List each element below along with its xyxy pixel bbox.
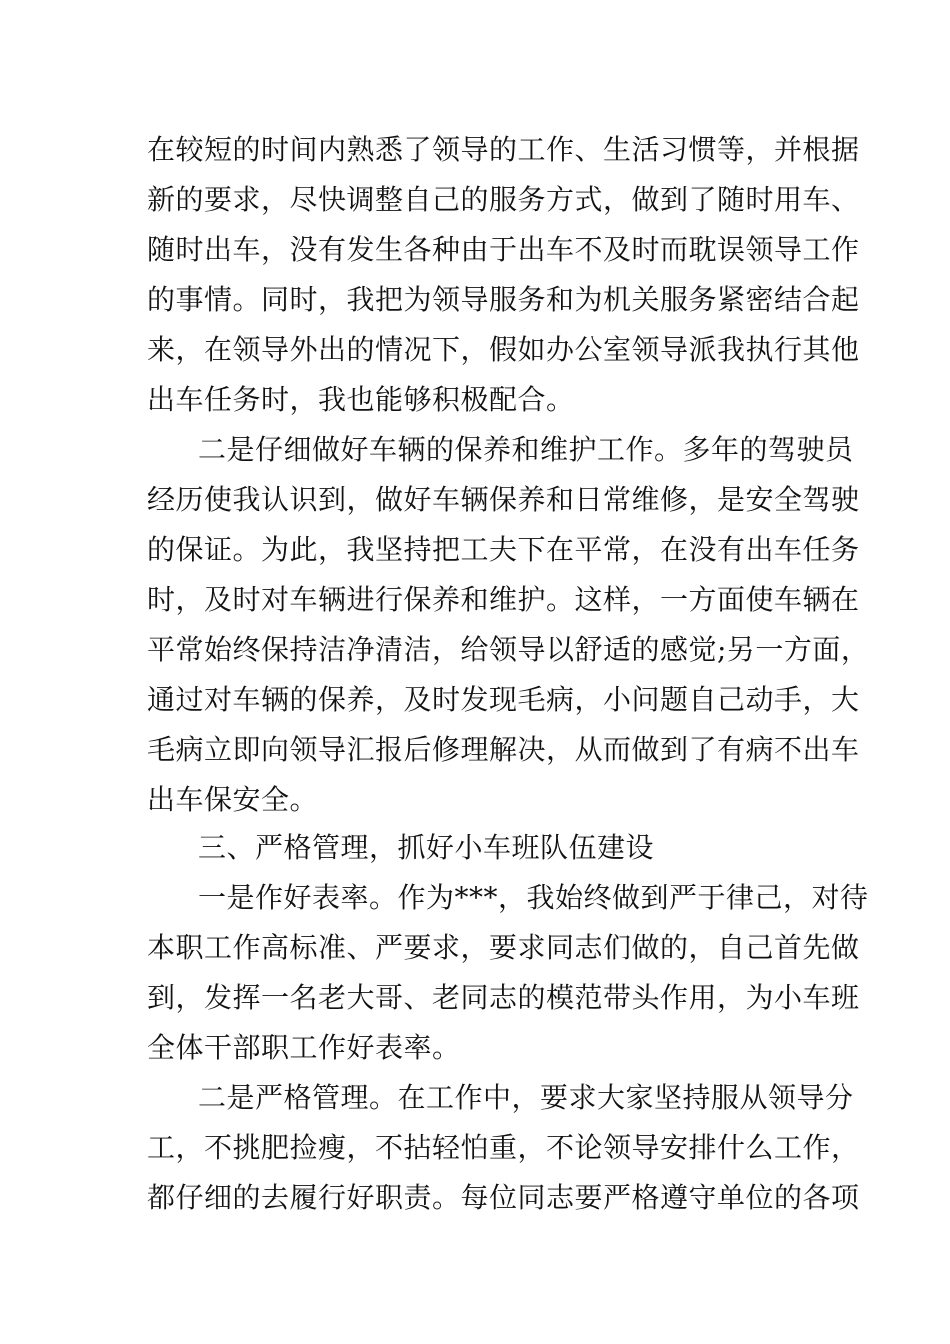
text-line: 出车任务时，我也能够积极配合。 [147,383,575,416]
text-line: 来，在领导外出的情况下，假如办公室领导派我执行其他 [147,333,860,366]
text-line: 全体干部职工作好表率。 [147,1031,461,1064]
text-line: 平常始终保持洁净清洁，给领导以舒适的感觉;另一方面， [147,633,870,666]
text-line: 出车保安全。 [147,783,319,816]
paragraph-start-line: 二是仔细做好车辆的保养和维护工作。多年的驾驶员 [198,433,854,466]
text-line: 本职工作高标准、严要求，要求同志们做的，自己首先做 [147,931,860,964]
section-heading: 三、严格管理，抓好小车班队伍建设 [198,831,655,864]
text-line: 经历使我认识到，做好车辆保养和日常维修，是安全驾驶 [147,483,860,516]
text-line: 随时出车，没有发生各种由于出车不及时而耽误领导工作 [147,233,860,266]
text-line: 的保证。为此，我坚持把工夫下在平常，在没有出车任务 [147,533,860,566]
text-line: 通过对车辆的保养，及时发现毛病，小问题自己动手，大 [147,683,860,716]
text-line: 毛病立即向领导汇报后修理解决，从而做到了有病不出车 [147,733,860,766]
paragraph-start-line: 一是作好表率。作为***，我始终做到严于律己，对待 [198,881,869,914]
paragraph-start-line: 二是严格管理。在工作中，要求大家坚持服从领导分 [198,1081,854,1114]
text-line: 新的要求，尽快调整自己的服务方式，做到了随时用车、 [147,183,860,216]
text-line: 工，不挑肥捡瘦，不拈轻怕重，不论领导安排什么工作， [147,1131,860,1164]
text-line: 在较短的时间内熟悉了领导的工作、生活习惯等，并根据 [147,133,860,166]
text-line: 时，及时对车辆进行保养和维护。这样，一方面使车辆在 [147,583,860,616]
text-line: 到，发挥一名老大哥、老同志的模范带头作用，为小车班 [147,981,860,1014]
text-line: 的事情。同时，我把为领导服务和为机关服务紧密结合起 [147,283,860,316]
text-line: 都仔细的去履行好职责。每位同志要严格遵守单位的各项 [147,1181,860,1214]
